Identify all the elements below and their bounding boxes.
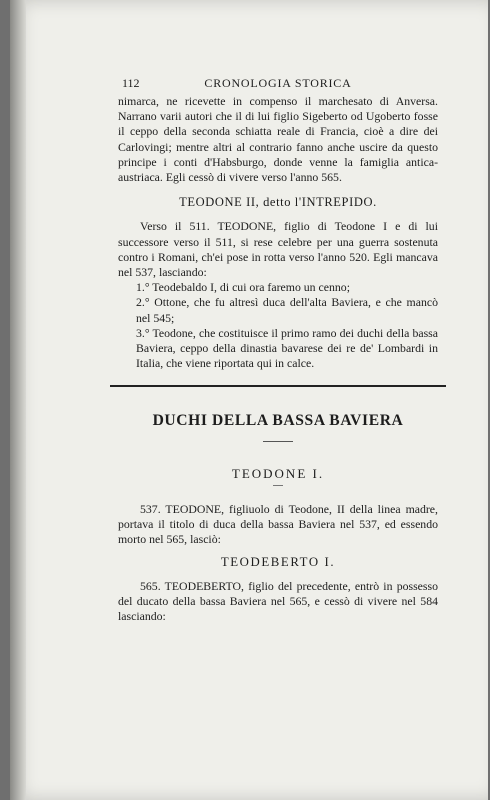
paragraph-teodone-i: 537. TEODONE, figliuolo di Teodone, II della linea madre, portava il titolo di duca della bassa Baviera nel 537, ed essendo morto nel 565, lasciò: xyxy=(118,501,438,547)
ornament-rule xyxy=(263,441,293,442)
page-gutter xyxy=(10,0,26,800)
heading-teodone-ii: TEODONE II, detto l'INTREPIDO. xyxy=(179,195,377,210)
paragraph-teodeberto-i: 565. TEODEBERTO, figlio del precedente, entrò in possesso del ducato della bassa Baviera nel 565, e cessò di vivere nel 584 lasciando: xyxy=(118,578,438,624)
page-number: 112 xyxy=(122,76,140,90)
paragraph-teodone-ii: Verso il 511. TEODONE, figlio di Teodone I e di lui successore verso il 511, si rese celebre per una guerra sostenuta contro i Romani, ch'ei pose in rotta verso l'anno 520. Egli mancava nel 537, lasciando: xyxy=(118,219,438,280)
page-content xyxy=(118,76,438,624)
list-item: 1.° Teodebaldo I, di cui ora faremo un cenno; xyxy=(136,280,350,295)
list-item: 2.° Ottone, che fu altresì duca dell'alta Baviera, e che mancò nel 545; xyxy=(136,295,438,325)
list-item: 3.° Teodone, che costituisce il primo ramo dei duchi della bassa Baviera, ceppo della dinastia bavarese dei re de' Lombardi in Italia, che viene riportata qui in calce. xyxy=(136,325,438,371)
heading-teodeberto-i: TEODEBERTO I. xyxy=(220,555,336,570)
ornament-mark xyxy=(273,485,283,486)
heading-teodone-i: TEODONE I. xyxy=(231,465,325,481)
children-list xyxy=(136,280,438,371)
section-divider xyxy=(110,385,446,387)
book-page xyxy=(10,0,488,800)
page-header xyxy=(118,76,438,94)
running-title: CRONOLOGIA STORICA xyxy=(204,76,352,90)
paragraph-continued: nimarca, ne ricevette in compenso il marchesato di Anversa. Narrano varii autori che il di lui figlio Sigeberto od Ugoberto fosse il ceppo della seconda schiatta reale di Francia, cioè a dire dei Carlovingi; mentre altri al contrario fanno anche uscire da questo principe i conti d'Habsburgo, donde venne la famiglia antica-austriaca. Egli cessò di vivere verso l'anno 565. xyxy=(118,94,438,185)
section-title: DUCHI DELLA BASSA BAVIERA xyxy=(152,412,404,430)
